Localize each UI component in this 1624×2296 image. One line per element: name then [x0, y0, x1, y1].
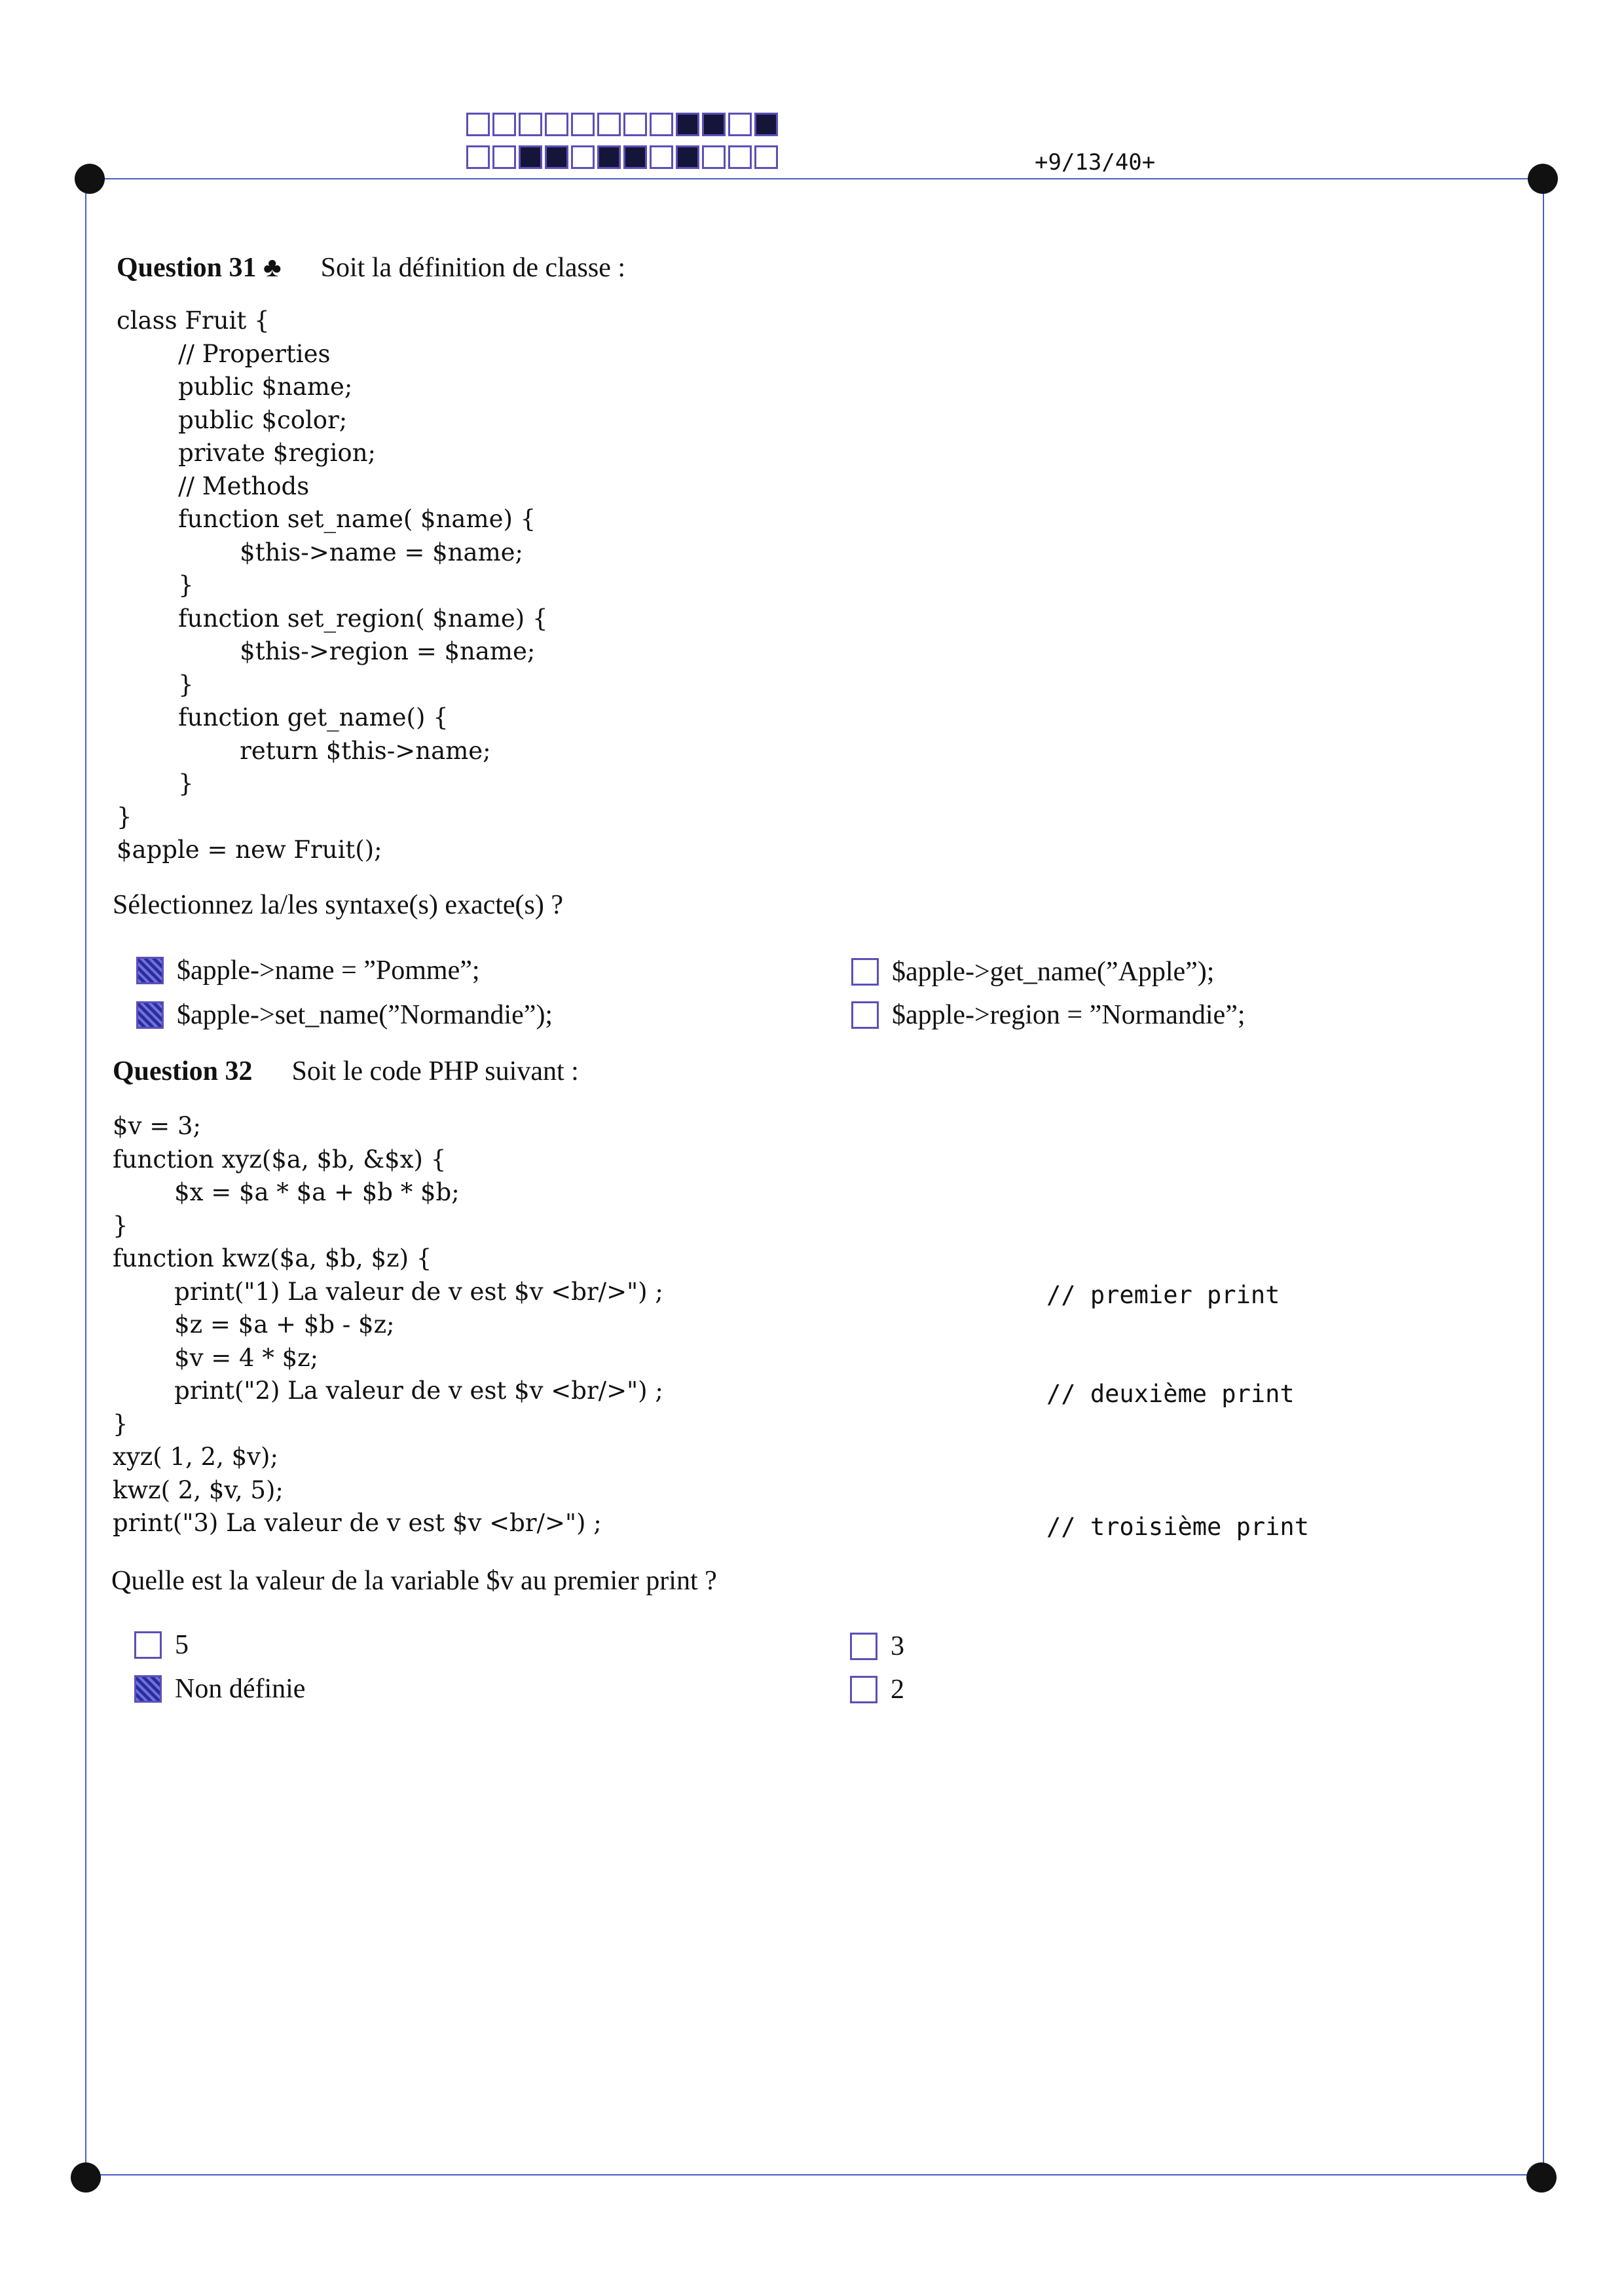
- code-cell: [676, 145, 699, 169]
- code-cell: [492, 113, 516, 136]
- question-32-prompt: Quelle est la valeur de la variable $v au premier print ?: [111, 1566, 717, 1596]
- code-cell: [728, 113, 752, 136]
- code-cell: [650, 113, 673, 136]
- code-comment-3: // troisième print: [1046, 1513, 1309, 1541]
- code-comment-1: // premier print: [1046, 1281, 1280, 1309]
- code-cell: [754, 145, 778, 169]
- q32-choice-3-label: 3: [891, 1631, 904, 1661]
- code-comment-2: // deuxième print: [1046, 1380, 1295, 1408]
- question-31-header: [117, 252, 625, 284]
- binary-code-row-1: [466, 113, 781, 136]
- code-cell: [545, 145, 568, 169]
- code-cell: [571, 145, 595, 169]
- question-32-header: [113, 1056, 579, 1087]
- corner-mark-bottom-right: [1526, 2162, 1557, 2193]
- question-32-code: $v = 3; function xyz($a, $b, &$x) { $x = $a * $a + $b * $b; } function kwz($a, $b, $z) { print("1) La valeur de v est $v <br/>") ; $z = $a + $b - $z; $v = 4 * $z; print("2) La valeur de v est $v <br/>") ; } xyz( 1, 2, $v); kwz( 2, $v, 5); print("3) La valeur de v est $v <br/>") ;: [113, 1112, 663, 1537]
- code-cell: [545, 113, 568, 136]
- q31-choice-2-label: $apple->set_name(”Normandie”);: [177, 1000, 553, 1030]
- q32-choice-3[interactable]: [850, 1631, 904, 1662]
- code-cell: [597, 145, 621, 169]
- q31-choice-4-label: $apple->region = ”Normandie”;: [892, 1000, 1246, 1030]
- checkbox-empty[interactable]: [851, 1001, 879, 1029]
- code-cell: [676, 113, 699, 136]
- question-31-prompt: Sélectionnez la/les syntaxe(s) exacte(s) ?: [113, 890, 564, 920]
- code-cell: [702, 113, 726, 136]
- checkbox-empty[interactable]: [850, 1633, 877, 1660]
- code-cell: [702, 145, 726, 169]
- q31-choice-3[interactable]: [851, 956, 1214, 988]
- checkbox-checked[interactable]: [136, 1001, 164, 1029]
- checkbox-empty[interactable]: [850, 1676, 877, 1703]
- checkbox-checked[interactable]: [134, 1675, 162, 1703]
- checkbox-empty[interactable]: [851, 958, 879, 986]
- q32-choice-4-label: 2: [891, 1675, 904, 1705]
- question-31-text: Soit la définition de classe :: [320, 253, 625, 283]
- corner-mark-bottom-left: [71, 2162, 101, 2193]
- q31-choice-1[interactable]: [136, 955, 480, 986]
- code-cell: [466, 145, 490, 169]
- q31-choice-4[interactable]: [851, 999, 1246, 1031]
- code-cell: [466, 113, 490, 136]
- code-cell: [519, 113, 542, 136]
- q31-choice-2[interactable]: [136, 999, 553, 1031]
- code-cell: [571, 113, 595, 136]
- code-cell: [623, 145, 647, 169]
- q32-choice-2[interactable]: [134, 1673, 305, 1705]
- q32-choice-2-label: Non définie: [175, 1674, 306, 1704]
- code-cell: [623, 113, 647, 136]
- code-cell: [728, 145, 752, 169]
- question-31-label: Question 31 ♣: [117, 253, 282, 283]
- q31-choice-1-label: $apple->name = ”Pomme”;: [177, 955, 480, 986]
- q32-choice-4[interactable]: [850, 1674, 904, 1705]
- corner-mark-top-right: [1528, 164, 1558, 194]
- q32-choice-1-label: 5: [175, 1630, 189, 1660]
- page-id: +9/13/40+: [1035, 149, 1156, 176]
- question-32-text: Soit le code PHP suivant :: [291, 1056, 579, 1086]
- question-32-label: Question 32: [113, 1056, 253, 1086]
- code-cell: [754, 113, 778, 136]
- binary-code-row-2: [466, 145, 781, 169]
- corner-mark-top-left: [75, 164, 105, 194]
- checkbox-empty[interactable]: [134, 1631, 162, 1659]
- q32-choice-1[interactable]: [134, 1629, 189, 1661]
- code-cell: [492, 145, 516, 169]
- code-cell: [597, 113, 621, 136]
- checkbox-checked[interactable]: [136, 957, 164, 984]
- question-31-code: class Fruit { // Properties public $name; public $color; private $region; // Methods function set_name( $name) { $this->name = $name; } function set_region( $name) { $this->region = $name; } function get_name() { return $this->name; } } $apple = new Fruit();: [117, 306, 548, 864]
- code-cell: [650, 145, 673, 169]
- code-cell: [519, 145, 542, 169]
- q31-choice-3-label: $apple->get_name(”Apple”);: [892, 957, 1215, 987]
